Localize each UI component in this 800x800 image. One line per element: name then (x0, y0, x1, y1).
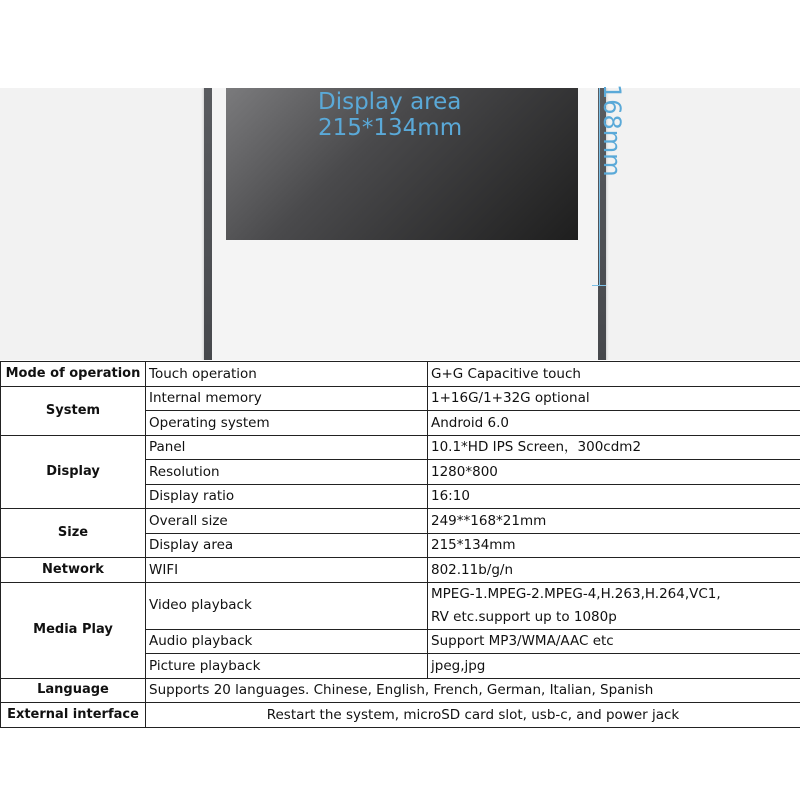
feature-cell: Touch operation (146, 362, 428, 387)
table-row (1, 703, 800, 728)
value-cell: 802.11b/g/n (428, 558, 800, 583)
category-cell: Language (1, 678, 146, 703)
table-row (1, 362, 800, 387)
category-cell: Mode of operation (1, 362, 146, 387)
feature-cell: Internal memory (146, 386, 428, 411)
value-cell: G+G Capacitive touch (428, 362, 800, 387)
table-row (1, 558, 800, 583)
value-cell: Android 6.0 (428, 411, 800, 436)
feature-cell: Resolution (146, 460, 428, 485)
category-cell: System (1, 386, 146, 435)
display-area-label (318, 89, 462, 141)
feature-cell: WIFI (146, 558, 428, 583)
category-cell: External interface (1, 703, 146, 728)
feature-cell: Picture playback (146, 654, 428, 679)
feature-cell: Audio playback (146, 629, 428, 654)
feature-cell: Display ratio (146, 484, 428, 509)
display-area-title: Display area (318, 89, 462, 115)
table-row (1, 582, 800, 629)
value-cell: 10.1*HD IPS Screen，300cdm2 (428, 435, 800, 460)
feature-cell: Operating system (146, 411, 428, 436)
value-cell (428, 582, 800, 629)
value-cell: 249**168*21mm (428, 509, 800, 534)
value-cell: Support MP3/WMA/AAC etc (428, 629, 800, 654)
value-line: MPEG-1.MPEG-2.MPEG-4,H.263,H.264,VC1, (431, 585, 721, 602)
category-cell: Media Play (1, 582, 146, 678)
height-dimension-label: 168mm (598, 84, 626, 177)
value-cell: 1+16G/1+32G optional (428, 386, 800, 411)
height-dimension-tick (592, 285, 606, 286)
value-cell: Restart the system, microSD card slot, usb-c, and power jack (146, 703, 800, 728)
value-cell: Supports 20 languages. Chinese, English, French, German, Italian, Spanish (146, 678, 800, 703)
value-cell: 215*134mm (428, 533, 800, 558)
table-row (1, 509, 800, 534)
value-cell: jpeg,jpg (428, 654, 800, 679)
table-row (1, 386, 800, 411)
feature-cell: Overall size (146, 509, 428, 534)
value-cell: 1280*800 (428, 460, 800, 485)
display-area-size: 215*134mm (318, 115, 463, 141)
value-cell: 16:10 (428, 484, 800, 509)
category-cell: Display (1, 435, 146, 509)
feature-cell: Video playback (146, 582, 428, 629)
table-row (1, 435, 800, 460)
feature-cell: Display area (146, 533, 428, 558)
value-line: RV etc.support up to 1080p (431, 608, 617, 625)
spec-table (0, 361, 800, 728)
category-cell: Size (1, 509, 146, 558)
feature-cell: Panel (146, 435, 428, 460)
category-cell: Network (1, 558, 146, 583)
table-row (1, 678, 800, 703)
